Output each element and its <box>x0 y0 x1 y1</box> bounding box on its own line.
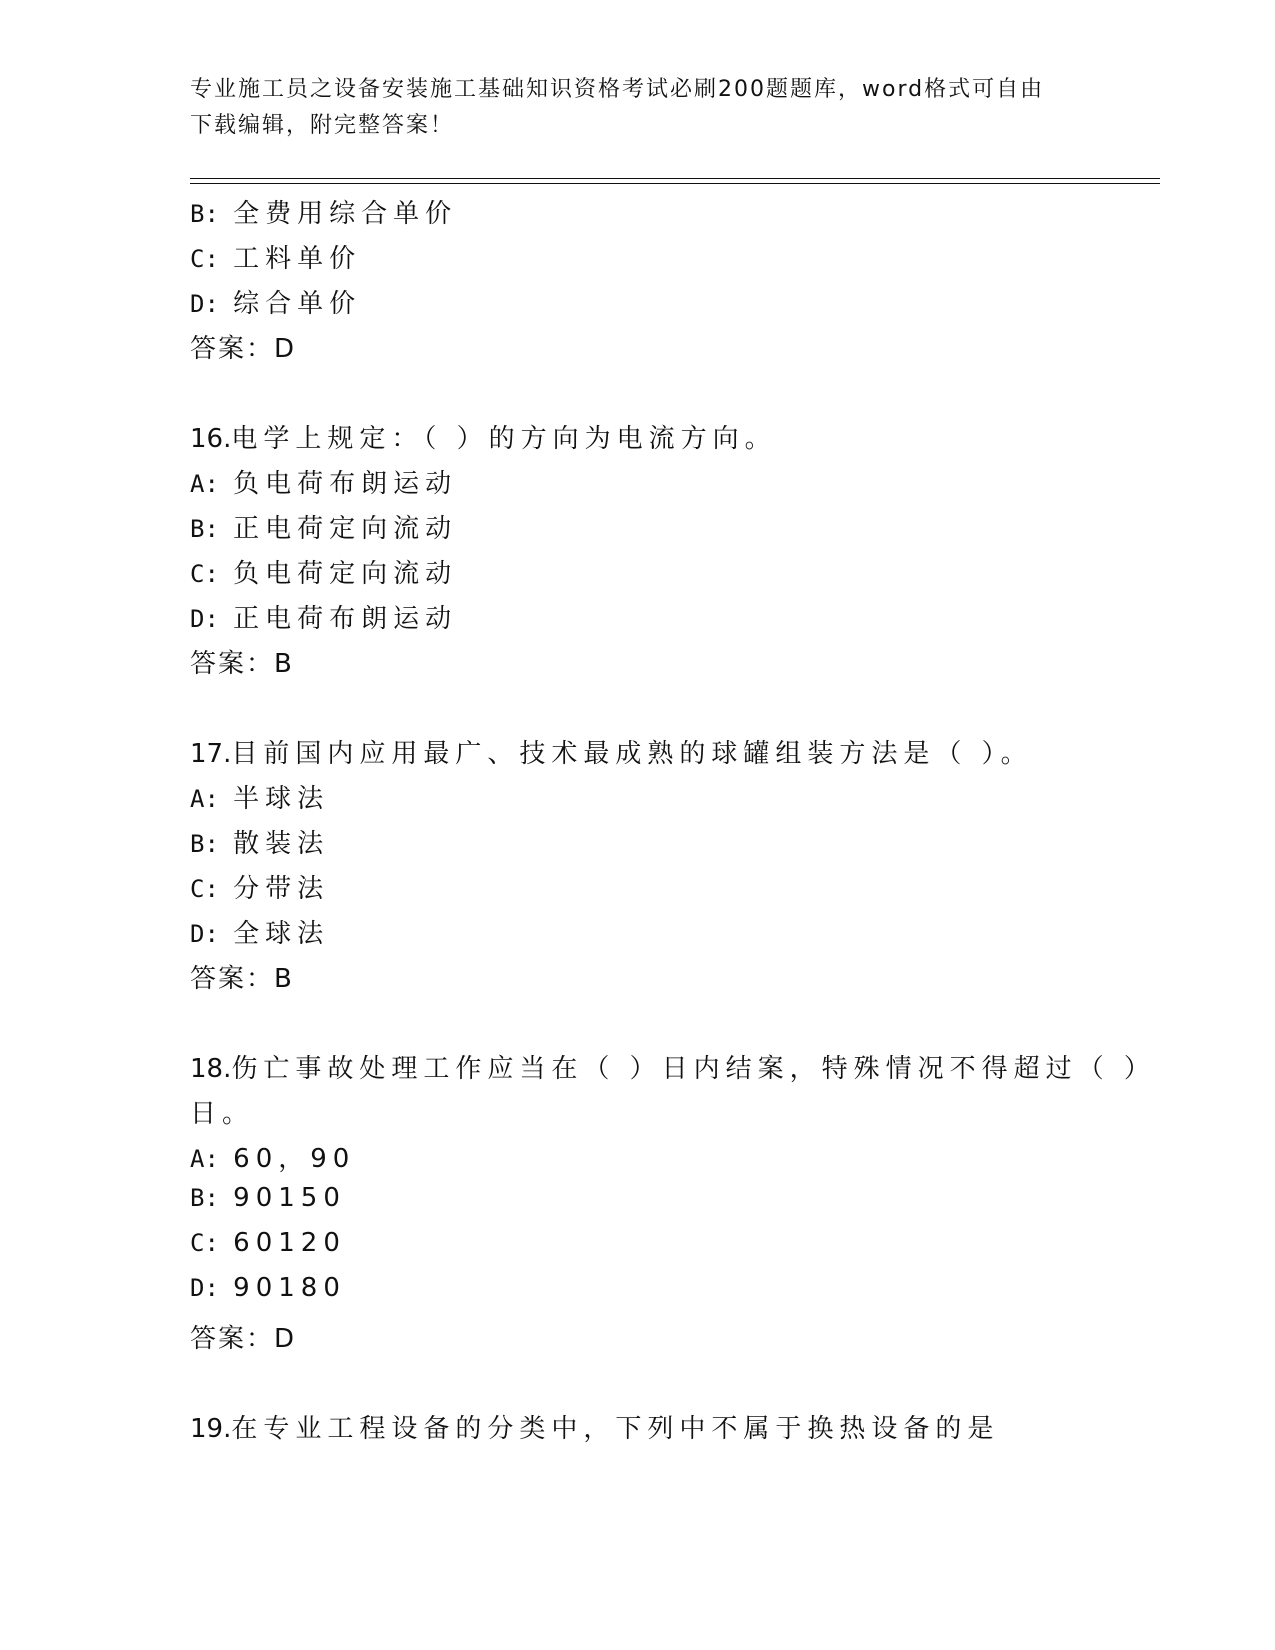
question-stem: 17.目前国内应用最广、技术最成熟的球罐组装方法是（ ）。 <box>190 739 1033 769</box>
option-a: A: 半球法 <box>190 784 330 814</box>
option-a: A: 负电荷布朗运动 <box>190 469 458 499</box>
option-c: C: 分带法 <box>190 874 330 904</box>
header-line-2: 下载编辑，附完整答案！ <box>190 113 455 138</box>
option-b: B: 90150 <box>190 1183 346 1213</box>
header-rule-top <box>190 178 1160 179</box>
document-header <box>190 72 1090 144</box>
question-stem: 16.电学上规定：（ ）的方向为电流方向。 <box>190 424 777 454</box>
question-stem-continued: 日。 <box>190 1099 255 1129</box>
option-b: B: 正电荷定向流动 <box>190 514 458 544</box>
option-d: D: 全球法 <box>190 919 330 949</box>
option-c: C: 60120 <box>190 1228 346 1258</box>
question-stem: 19.在专业工程设备的分类中，下列中不属于换热设备的是 <box>190 1414 1000 1444</box>
question-stem: 18.伤亡事故处理工作应当在（ ）日内结案，特殊情况不得超过（ ） <box>190 1054 1156 1084</box>
option-a: A: 60，90 <box>190 1144 356 1174</box>
header-line-1: 专业施工员之设备安装施工基础知识资格考试必刷200题题库，word格式可自由 <box>190 77 1045 102</box>
option-c: C: 负电荷定向流动 <box>190 559 458 589</box>
option-d: D: 综合单价 <box>190 289 362 319</box>
option-d: D: 90180 <box>190 1273 346 1303</box>
header-rule-bottom <box>190 183 1160 184</box>
answer-line: 答案：D <box>190 1324 297 1354</box>
answer-line: 答案：B <box>190 649 294 679</box>
option-d: D: 正电荷布朗运动 <box>190 604 458 634</box>
option-b: B: 全费用综合单价 <box>190 199 458 229</box>
answer-line: 答案：D <box>190 334 297 364</box>
option-b: B: 散装法 <box>190 829 330 859</box>
option-c: C: 工料单价 <box>190 244 362 274</box>
answer-line: 答案：B <box>190 964 294 994</box>
